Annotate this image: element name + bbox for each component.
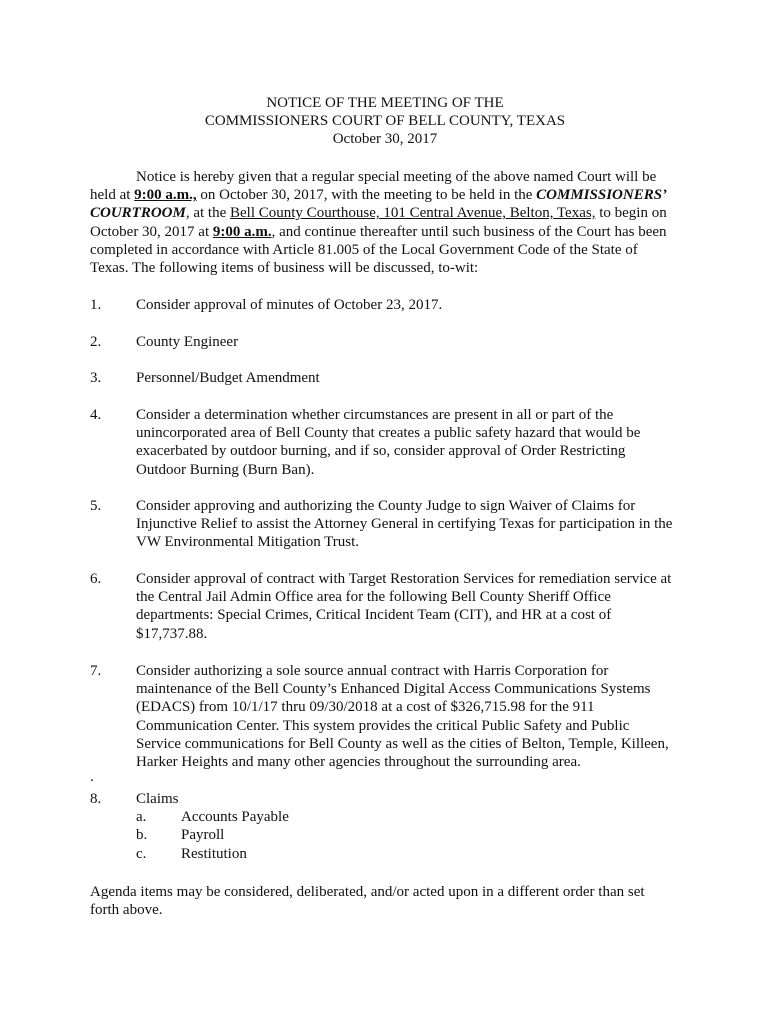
meeting-address: Bell County Courthouse, 101 Central Avenue, Belton, Texas, bbox=[230, 205, 596, 222]
item-text: $17,737.88. bbox=[136, 625, 208, 642]
intro-text: October 30, 2017 at bbox=[90, 223, 213, 240]
item-text: maintenance of the Bell County’s Enhanced Digital Access Communications Systems bbox=[136, 681, 651, 698]
item-number: 8. bbox=[90, 791, 102, 807]
item-number: 4. bbox=[90, 407, 102, 423]
item-text: Consider authorizing a sole source annual contract with Harris Corporation for bbox=[136, 663, 609, 679]
item-number: 7. bbox=[90, 663, 102, 679]
item-number: 6. bbox=[90, 571, 102, 587]
header-date: October 30, 2017 bbox=[332, 131, 438, 148]
header-court: COMMISSIONERS COURT OF BELL COUNTY, TEXAS bbox=[204, 113, 566, 130]
item-text: Consider a determination whether circumstances are present in all or part of the bbox=[136, 407, 614, 423]
item-number: 5. bbox=[90, 498, 102, 514]
closing-text: forth above. bbox=[90, 902, 163, 919]
closing-text: Agenda items may be considered, deliberated, and/or acted upon in a different order than set bbox=[90, 884, 645, 900]
item-text: unincorporated area of Bell County that creates a public safety hazard that would be bbox=[136, 425, 641, 442]
item-text: Consider approval of contract with Target Restoration Services for remediation service at bbox=[136, 571, 672, 587]
item-number: 3. bbox=[90, 370, 102, 386]
item-text: exacerbated by outdoor burning, and if so, consider approval of Order Restricting bbox=[136, 443, 626, 460]
meeting-time: 9:00 a.m., bbox=[134, 187, 197, 204]
item-number: 1. bbox=[90, 297, 102, 313]
item-text: Injunctive Relief to assist the Attorney General in certifying Texas for participation in the bbox=[136, 516, 673, 533]
item-text: (EDACS) from 10/1/17 thru 09/30/2018 at a cost of $326,715.98 for the 911 bbox=[136, 699, 595, 716]
item-text: Communication Center. This system provides the critical Public Safety and Public bbox=[136, 717, 630, 734]
intro-text: to begin on bbox=[595, 205, 667, 222]
header-title: NOTICE OF THE MEETING OF THE bbox=[266, 95, 504, 111]
item-text: Claims bbox=[136, 791, 179, 807]
subitem-text: Restitution bbox=[181, 846, 247, 862]
item-text: Harker Heights and many other agencies throughout the surrounding area. bbox=[136, 753, 581, 770]
item-text: Personnel/Budget Amendment bbox=[136, 370, 320, 386]
item-number: 2. bbox=[90, 334, 102, 350]
item-text: Outdoor Burning (Burn Ban). bbox=[136, 461, 315, 478]
intro-text: Notice is hereby given that a regular special meeting of the above named Court will be bbox=[136, 169, 657, 185]
item-text: Consider approval of minutes of October 23, 2017. bbox=[136, 297, 443, 313]
intro-text: , at the bbox=[185, 205, 231, 222]
intro-paragraph bbox=[90, 168, 680, 277]
item-text: County Engineer bbox=[136, 334, 239, 350]
subitem-letter: a. bbox=[136, 809, 147, 825]
intro-text: completed in accordance with Article 81.005 of the Local Government Code of the State of bbox=[90, 241, 638, 258]
meeting-room: COMMISSIONERS’ bbox=[536, 187, 668, 204]
subitem-text: Payroll bbox=[181, 827, 225, 843]
item-text: Service communications for Bell County as well as the cities of Belton, Temple, Killeen, bbox=[136, 735, 669, 752]
intro-text: held at bbox=[90, 187, 135, 204]
subitem-text: Accounts Payable bbox=[181, 809, 289, 825]
intro-text: on October 30, 2017, with the meeting to be held in the bbox=[196, 187, 537, 204]
item-text: departments: Special Crimes, Critical Incident Team (CIT), and HR at a cost of bbox=[136, 607, 612, 624]
meeting-time: 9:00 a.m. bbox=[212, 223, 272, 240]
subitem-letter: b. bbox=[136, 827, 148, 843]
intro-text: , and continue thereafter until such business of the Court has been bbox=[271, 223, 667, 240]
meeting-room: COURTROOM bbox=[90, 205, 186, 222]
item-text: the Central Jail Admin Office area for the following Bell County Sheriff Office bbox=[136, 589, 611, 606]
notice-header bbox=[0, 94, 770, 149]
item-text: Consider approving and authorizing the County Judge to sign Waiver of Claims for bbox=[136, 498, 636, 514]
stray-dot: . bbox=[90, 769, 94, 785]
closing-paragraph bbox=[90, 883, 690, 919]
intro-text: Texas. The following items of business will be discussed, to-wit: bbox=[90, 259, 479, 276]
subitem-letter: c. bbox=[136, 846, 147, 862]
item-text: VW Environmental Mitigation Trust. bbox=[136, 534, 360, 551]
